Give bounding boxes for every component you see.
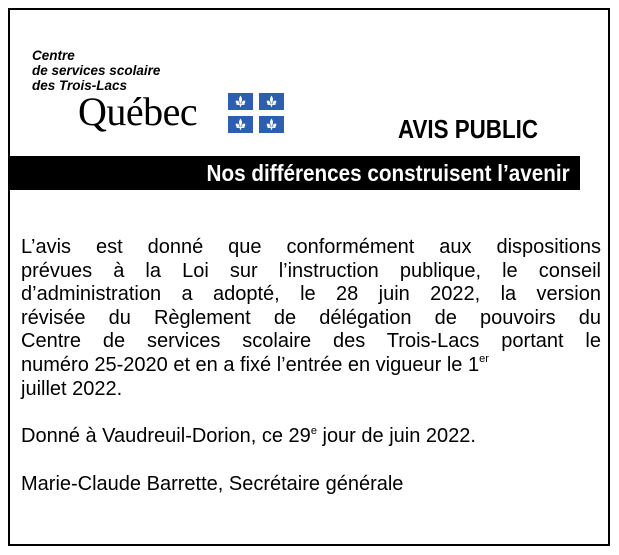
- paragraph-line: L’avis est donné que conformément aux dispositions: [21, 236, 601, 258]
- org-line-1: Centre: [32, 48, 75, 63]
- paragraph-line: [21, 354, 601, 378]
- paragraph-line-text: numéro 25-2020 et en a fixé l’entrée en vigueur le 1: [21, 353, 480, 376]
- given-at-text: Donné à Vaudreuil-Dorion, ce 29: [21, 425, 311, 448]
- notice-body: [21, 236, 601, 496]
- given-at-date: jour de juin 2022.: [316, 425, 476, 448]
- ordinal-superscript: e: [310, 424, 317, 437]
- signature-line: Marie-Claude Barrette, Secrétaire générale: [21, 472, 404, 495]
- org-line-3: des Trois-Lacs: [32, 78, 128, 93]
- notice-paragraph-1: [21, 236, 601, 401]
- quebec-wordmark: Québec: [78, 89, 198, 134]
- given-at-line: [21, 425, 601, 449]
- paragraph-line: juillet 2022.: [21, 377, 123, 400]
- slogan-banner: [10, 156, 580, 190]
- slogan-text: Nos différences construisent l’avenir: [206, 160, 570, 186]
- paragraph-line: d’administration a adopté, le 28 juin 2022, la version: [21, 283, 601, 306]
- paragraph-line: révisée du Règlement de délégation de pouvoirs du: [21, 306, 601, 329]
- paragraph-line: prévues à la Loi sur l’instruction publique, le conseil: [21, 259, 601, 282]
- paragraph-line: Centre de services scolaire des Trois-Lacs portant le: [21, 330, 601, 353]
- quebec-flag-icon: [228, 93, 284, 133]
- ordinal-superscript: er: [479, 353, 489, 366]
- organization-name: [32, 48, 160, 93]
- org-line-2: de services scolaire: [32, 63, 161, 78]
- notice-title: AVIS PUBLIC: [398, 114, 538, 144]
- notice-frame: [8, 8, 610, 546]
